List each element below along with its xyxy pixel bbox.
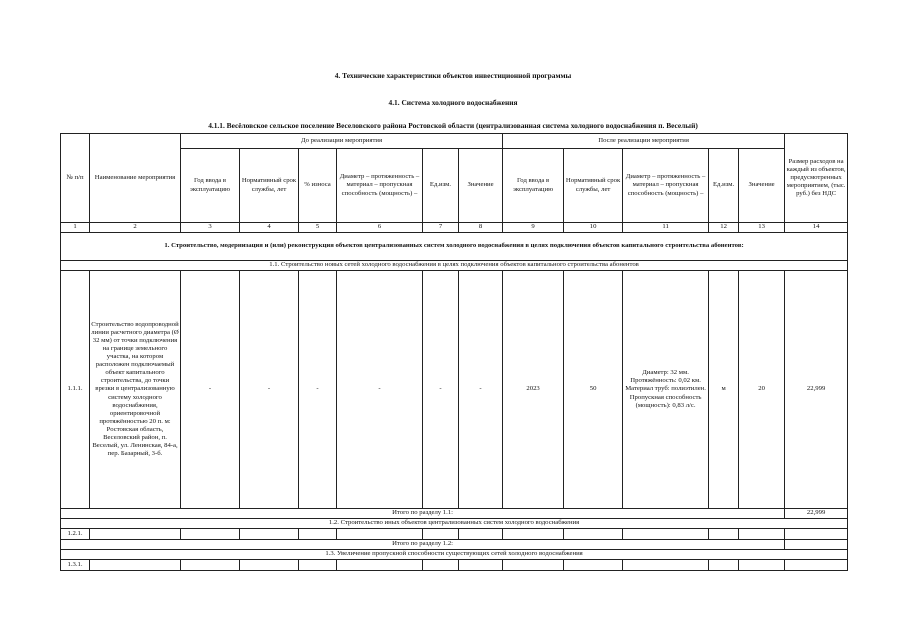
header-after-unit: Ед.изм. xyxy=(709,149,739,223)
header-after-diameter: Диаметр – протяженность – материал – пропускная способность (мощность) – xyxy=(623,149,709,223)
header-after-year: Год ввода в эксплуатацию xyxy=(503,149,564,223)
total-1-2-value xyxy=(785,540,848,550)
row-1-1-1-after-term: 50 xyxy=(564,271,623,509)
col-number: 6 xyxy=(337,223,423,233)
col-number: 8 xyxy=(459,223,503,233)
col-number: 9 xyxy=(503,223,564,233)
total-1-2-label: Итого по разделу 1.2: xyxy=(61,540,785,550)
header-no: № п/п xyxy=(61,134,90,223)
section-1-title: 1. Строительство, модернизация и (или) реконструкция объектов централизованных систем холодного водоснабжения в целях подключения объектов капитального строительства абонентов: xyxy=(61,233,848,261)
col-number: 14 xyxy=(785,223,848,233)
row-1-1-1-after-value: 20 xyxy=(739,271,785,509)
row-1-1-1-before-unit: - xyxy=(423,271,459,509)
subsection-1-3-title: 1.3. Увеличение пропускной способности существующих сетей холодного водоснабжения xyxy=(61,550,848,560)
col-number: 3 xyxy=(181,223,240,233)
header-before-term: Нормативный срок службы, лет xyxy=(240,149,299,223)
col-number: 1 xyxy=(61,223,90,233)
section-heading-4-1: 4.1. Система холодного водоснабжения xyxy=(388,98,518,107)
header-before-year: Год ввода в эксплуатацию xyxy=(181,149,240,223)
header-group-after: После реализации мероприятия xyxy=(503,134,785,149)
header-after-term: Нормативный срок службы, лет xyxy=(564,149,623,223)
col-number: 12 xyxy=(709,223,739,233)
row-1-3-1-no: 1.3.1. xyxy=(61,560,90,571)
col-number: 4 xyxy=(240,223,299,233)
row-1-1-1-cost: 22,999 xyxy=(785,271,848,509)
section-heading-4: 4. Технические характеристики объектов инвестиционной программы xyxy=(334,71,572,80)
col-number: 2 xyxy=(90,223,181,233)
row-1-1-1-before-desc: - xyxy=(337,271,423,509)
subsection-1-1-title: 1.1. Строительство новых сетей холодного водоснабжения в целях подключения объектов капитального строительства абонентов xyxy=(61,261,848,271)
section-heading-4-1-1: 4.1.1. Весёловское сельское поселение Веселовского района Ростовской области (централизованная система холодного водоснабжения п. Веселый) xyxy=(208,121,698,130)
header-cost: Размер расходов на каждый из объектов, предусмотренных мероприятием, (тыс. руб.) без НДС xyxy=(785,134,848,223)
row-1-2-1-no: 1.2.1. xyxy=(61,529,90,540)
col-number: 7 xyxy=(423,223,459,233)
header-name: Наименование мероприятия xyxy=(90,134,181,223)
header-before-value: Значение xyxy=(459,149,503,223)
header-after-value: Значение xyxy=(739,149,785,223)
header-before-diameter: Диаметр – протяженность – материал – пропускная способность (мощность) – xyxy=(337,149,423,223)
row-1-1-1-before-year: - xyxy=(181,271,240,509)
row-1-1-1-before-wear: - xyxy=(299,271,337,509)
row-1-1-1-name: Строительство водопроводной линии расчетного диаметра (Ø 32 мм) от точки подключения на границе земельного участка, на котором расположен подключаемый объект капитального строительства, до точки врезки в централизованную систему холодного водоснабжения, ориентировочной протяжённостью 20 п. м: Ростовская область, Веселовский район, п. Веселый, ул. Ленинская, 84-а, пер. Базарный, 3-б. xyxy=(90,271,181,509)
subsection-1-2-title: 1.2. Строительство иных объектов централизованных систем холодного водоснабжения xyxy=(61,519,848,529)
total-1-1-label: Итого по разделу 1.1: xyxy=(61,509,785,519)
col-number: 11 xyxy=(623,223,709,233)
row-1-1-1-no: 1.1.1. xyxy=(61,271,90,509)
row-1-1-1-before-term: - xyxy=(240,271,299,509)
row-1-1-1-after-year: 2023 xyxy=(503,271,564,509)
col-number: 10 xyxy=(564,223,623,233)
header-before-unit: Ед.изм. xyxy=(423,149,459,223)
col-number: 13 xyxy=(739,223,785,233)
header-group-before: До реализации мероприятия xyxy=(181,134,503,149)
header-before-wear: % износа xyxy=(299,149,337,223)
investment-program-table xyxy=(60,133,848,571)
total-1-1-value: 22,999 xyxy=(785,509,848,519)
row-1-1-1-after-unit: м xyxy=(709,271,739,509)
col-number: 5 xyxy=(299,223,337,233)
row-1-1-1-after-desc: Диаметр: 32 мм. Протяжённость: 0,02 км. Материал труб: полиэтилен. Пропускная способность (мощность): 0,83 л/с. xyxy=(623,271,709,509)
row-1-1-1-before-value: - xyxy=(459,271,503,509)
